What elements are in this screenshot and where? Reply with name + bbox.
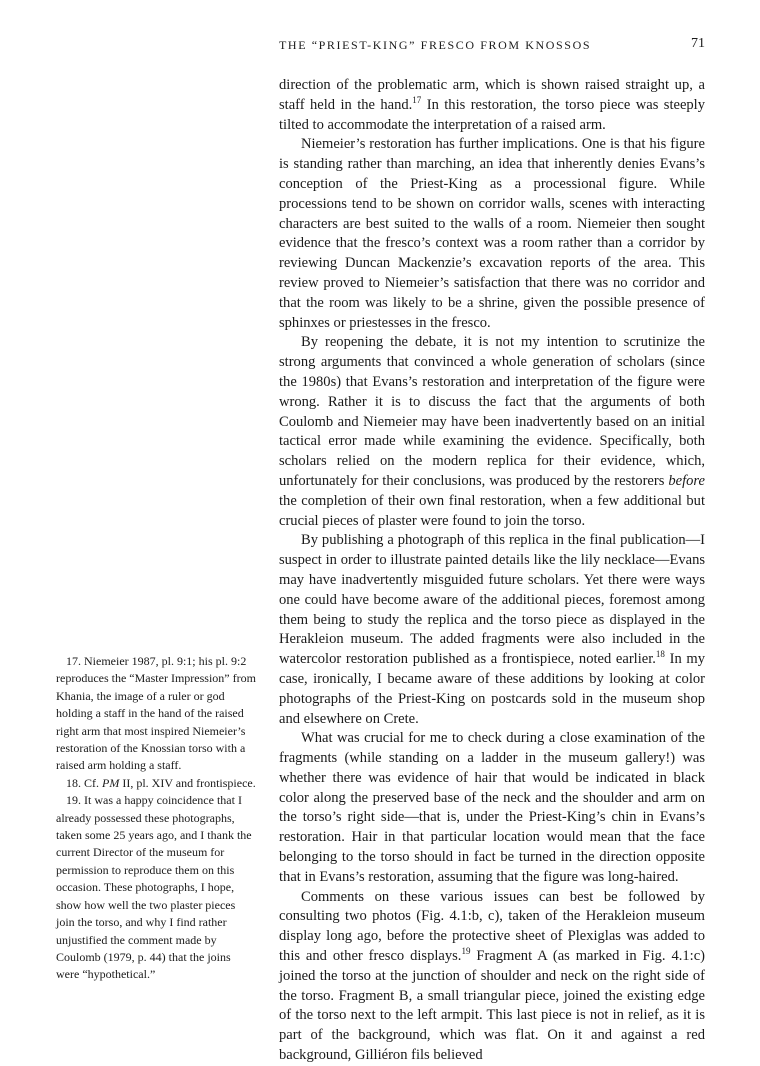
main-text [279, 76, 705, 1066]
footnotes [56, 653, 256, 984]
paragraph-2: Niemeier’s restoration has further implications. One is that his figure is standing rather than marching, an idea that inherently denies Evans’s conception of the Priest-King as a processional figure. While processions tend to be shown on corridor walls, scenes with interacting characters are best suited to the walls of a room. Niemeier then sought evidence that the fresco’s context was a room rather than a corridor by reviewing Duncan Mackenzie’s excavation reports of the area. This review proved to Niemeier’s satisfaction that there was no corridor and that the room was likely to be a shrine, given the possible presence of sphinxes or priestesses in the fresco. [279, 136, 705, 331]
footnote-ref-18[interactable]: 18 [655, 649, 665, 660]
footnote-ref-19[interactable]: 19 [461, 946, 471, 957]
paragraph-5: What was crucial for me to check during a close examination of the fragments (while standing on a ladder in the museum gallery!) was whether there was evidence of hair that would be indicated in black color along the preserved base of the neck and the shoulder and arm on the torso’s right side—that is, under the Priest-King’s chin in Evans’s restoration. Hair in that particular location would mean that the face belonging to the torso should in fact be turned in the direction opposite that in Evans’s restoration, assuming that the figure was long-haired. [279, 730, 705, 885]
paragraph-6: Comments on these various issues can best be followed by consulting two photos (Fig. 4.1:b, c), taken of the Herakleion museum display long ago, before the protective sheet of Plexiglas was added to this and other fresco displays.$^{19}$ Fragment A (as marked in Fig. 4.1:c) joined the torso at the junction of shoulder and neck on the right side of the torso. Fragment B, a small triangular piece, joined the existing edge of the torso next to the left armpit. This last piece is not in relief, as it is part of the background, which was flat. On it and against a red background, Gilliéron fils believed [279, 888, 705, 1064]
footnote-17: 17. Niemeier 1987, pl. 9:1; his pl. 9:2 reproduces the “Master Impression” from Khania, the image of a ruler or god holding a staff in the hand of the raised right arm that most inspired Niemeier’s restoration of the Knossian torso with a raised arm holding a staff. [56, 654, 256, 773]
paragraph-3: By reopening the debate, it is not my intention to scrutinize the strong arguments that convinced a whole generation of scholars (since the 1980s) that Evans’s restoration and interpretation of the figure were wrong. Rather it is to discuss the fact that the arguments of both Coulomb and Niemeier may have been inadvertently based on an initial tactical error made while examining the evidence. Specifically, both scholars relied on the modern replica for their evidence, which, unfortunately for their conclusions, was produced by the restorers before the completion of their own final restoration, when a few additional but crucial pieces of plaster were found to join the torso. [279, 334, 705, 529]
footnote-ref-17[interactable]: 17 [412, 94, 422, 105]
page-header [279, 38, 705, 58]
footnote-18: 18. Cf. PM II, pl. XIV and frontispiece. [66, 775, 256, 790]
paragraph-1: direction of the problematic arm, which is shown raised straight up, a staff held in the hand.$^{17}$ In this restoration, the torso piece was steeply tilted to accommodate the interpretation of a raised arm. [279, 77, 705, 133]
paragraph-4: By publishing a photograph of this replica in the final publication—I suspect in order to illustrate painted details like the lily necklace—Evans may have inadvertently misguided future scholars. Yet there were ways one could have become aware of the additional pieces, foremost among them being to study the replica and the torso piece as displayed in the Herakleion museum. The added fragments were also included in the watercolor restoration published as a frontispiece, noted earlier.$^{18}$ In my case, ironically, I became aware of these additions by looking at color photographs of the Priest-King on postcards sold in the museum shop and elsewhere on Crete. [279, 532, 705, 727]
running-head: THE “PRIEST-KING” FRESCO FROM KNOSSOS [279, 38, 592, 52]
footnote-19: 19. It was a happy coincidence that I already possessed these photographs, taken some 25 years ago, and I thank the current Director of the museum for permission to reproduce them on this occasion. These photographs, I hope, show how well the two plaster pieces join the torso, and why I find rather unjustified the comment made by Coulomb (1979, p. 44) that the joins were “hypothetical.” [56, 793, 252, 982]
page-number: 71 [691, 36, 705, 51]
